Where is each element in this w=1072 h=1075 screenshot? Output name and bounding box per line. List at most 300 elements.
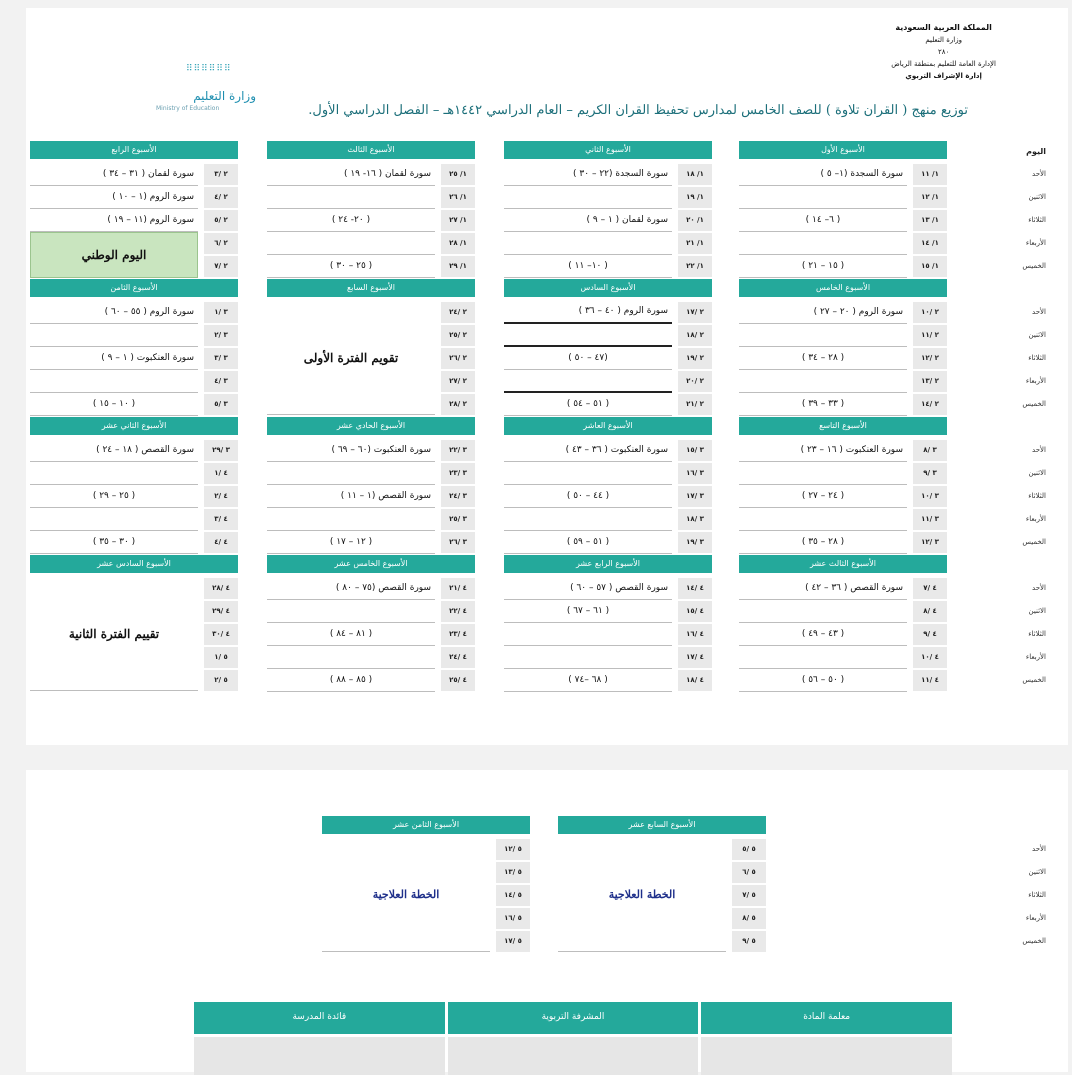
date-cell: ١/ ١٤ [913, 233, 947, 254]
week-body [267, 439, 475, 554]
date-cell: ٣ /٥ [204, 394, 238, 415]
week-row [267, 669, 475, 692]
lesson-cell: ( ٦٨ –٧٤ ) [504, 670, 672, 692]
date-cell: ٤ /٢١ [441, 578, 475, 599]
day-name: الخميس [1022, 676, 1046, 684]
week-body [504, 163, 712, 278]
week-row [504, 485, 712, 508]
day-name: الاثنين [1028, 331, 1046, 339]
week-row [504, 646, 712, 669]
date-cell: ٢ /١٢ [913, 348, 947, 369]
week-row [30, 209, 238, 232]
week-block [30, 141, 238, 278]
signature-header: معلمة المادة [701, 1002, 952, 1034]
week-row [30, 462, 238, 485]
lesson-cell [739, 233, 907, 255]
date-cell: ٥ /٩ [732, 931, 766, 952]
date-cell: ٢ /١٩ [678, 348, 712, 369]
week-body [30, 439, 238, 554]
date-cell: ٣ /١٨ [678, 509, 712, 530]
week-row [739, 347, 947, 370]
date-cell: ٤ /٢٤ [441, 647, 475, 668]
week-row [30, 485, 238, 508]
week-title: الأسبوع الخامس [739, 279, 947, 297]
day-name: الأحد [1032, 584, 1046, 592]
day-name: الأربعاء [1025, 914, 1046, 922]
date-cell: ٢ /٣ [204, 164, 238, 185]
date-cell: ٤ /٢٨ [204, 578, 238, 599]
lesson-cell: سورة القصص (٧٥ – ٨٠ ) [267, 578, 435, 600]
week-row [267, 163, 475, 186]
week-title: الأسبوع التاسع [739, 417, 947, 435]
lesson-cell: سورة القصص ( ٥٧ – ٦٠ ) [504, 578, 672, 600]
week-block [504, 279, 712, 416]
date-cell: ٢ /٢١ [678, 394, 712, 415]
date-cell: ٣ /١٢ [913, 532, 947, 553]
lesson-cell: سورة العنكبوت ( ١ – ٩ ) [30, 348, 198, 370]
signature-box[interactable] [448, 1037, 699, 1075]
week-body [504, 301, 712, 416]
week-row [739, 255, 947, 278]
lesson-cell: ( ٨١ – ٨٤ ) [267, 624, 435, 646]
date-cell: ٥ /١٧ [496, 931, 530, 952]
day-name: الأحد [1032, 446, 1046, 454]
week-row [739, 623, 947, 646]
day-name: الثلاثاء [1028, 354, 1046, 362]
week-row [504, 163, 712, 186]
date-cell: ١/ ٢٨ [441, 233, 475, 254]
date-cell: ٥ /٨ [732, 908, 766, 929]
week-row [30, 370, 238, 393]
lesson-cell: سورة العنكبوت ( ٣٦ – ٤٣ ) [504, 440, 672, 462]
lesson-cell: (٤٧ – ٥٠ ) [504, 348, 672, 370]
day-column [1002, 417, 1052, 554]
lesson-cell: ( ١٢ – ١٧ ) [267, 532, 435, 554]
date-cell: ٣ /٢ [204, 325, 238, 346]
week-title: الأسبوع السابع [267, 279, 475, 297]
date-cell: ١/ ٢١ [678, 233, 712, 254]
week-title: الأسبوع الثاني عشر [30, 417, 238, 435]
lesson-cell: ( ١٠– ١١ ) [504, 256, 672, 278]
day-name: الأربعاء [1025, 515, 1046, 523]
date-cell: ٢ /٧ [204, 256, 238, 277]
schedule-page-2 [26, 770, 1068, 1072]
week-row [504, 623, 712, 646]
week-row [504, 531, 712, 554]
week-row [739, 600, 947, 623]
week-row [267, 186, 475, 209]
week-row [30, 324, 238, 347]
week-title: الأسبوع الثالث [267, 141, 475, 159]
week-row [267, 439, 475, 462]
lesson-cell [739, 601, 907, 623]
lesson-cell: سورة لقمان ( ١ – ٩ ) [504, 210, 672, 232]
lesson-cell [504, 624, 672, 646]
week-body [30, 163, 238, 278]
week-block [30, 279, 238, 416]
week-row [739, 508, 947, 531]
day-column [1002, 279, 1052, 416]
date-cell: ٣ /٢٤ [441, 486, 475, 507]
week-body [739, 577, 947, 692]
week-block [267, 417, 475, 554]
lesson-cell [267, 187, 435, 209]
day-name: الأحد [1032, 845, 1046, 853]
lesson-cell [30, 509, 198, 531]
week-row [504, 186, 712, 209]
week-title: الأسبوع الحادي عشر [267, 417, 475, 435]
date-cell: ٤ /٣٠ [204, 624, 238, 645]
lesson-cell: سورة الروم (١١ – ١٩ ) [30, 210, 198, 232]
lesson-cell: ( ٢٨ – ٣٤ ) [739, 348, 907, 370]
lesson-cell: ( ٢٥ – ٢٩ ) [30, 486, 198, 508]
date-cell: ٣ /٢٢ [441, 440, 475, 461]
week-row [504, 393, 712, 416]
week-row [504, 232, 712, 255]
lesson-cell: سورة الروم ( ٥٥ – ٦٠ ) [30, 302, 198, 324]
date-cell: ٢ /٢٥ [441, 325, 475, 346]
week-row [739, 301, 947, 324]
signature-header: المشرفة التربوية [448, 1002, 699, 1034]
date-cell: ٤ /٢٩ [204, 601, 238, 622]
date-cell: ٣ /١٩ [678, 532, 712, 553]
week-row [30, 347, 238, 370]
week-title: الأسبوع السابع عشر [558, 816, 766, 834]
week-block [504, 555, 712, 692]
ministry-logo [156, 63, 256, 119]
date-cell: ٣ /٢٦ [441, 532, 475, 553]
date-cell: ٥ /١٤ [496, 885, 530, 906]
week-row [267, 255, 475, 278]
week-body [739, 163, 947, 278]
date-cell: ٥ /٥ [732, 839, 766, 860]
week-row [739, 393, 947, 416]
week-title: الأسبوع الرابع [30, 141, 238, 159]
date-cell: ٥ /١ [204, 647, 238, 668]
date-cell: ١/ ١٨ [678, 164, 712, 185]
week-row [739, 232, 947, 255]
week-block [30, 555, 238, 692]
week-row [739, 439, 947, 462]
lesson-cell: ( ٦١ – ٦٧ ) [504, 601, 672, 623]
week-body [504, 577, 712, 692]
date-cell: ٢ /٦ [204, 233, 238, 254]
day-column [1002, 555, 1052, 692]
lesson-cell [267, 647, 435, 669]
week-row [504, 324, 712, 347]
date-cell: ١/ ٢٢ [678, 256, 712, 277]
date-cell: ١/ ٢٩ [441, 256, 475, 277]
date-cell: ٢ /١١ [913, 325, 947, 346]
week-body [558, 838, 766, 953]
date-cell: ٢ /٢٨ [441, 394, 475, 415]
week-row [267, 232, 475, 255]
day-name: الخميس [1022, 262, 1046, 270]
date-cell: ٤ /٧ [913, 578, 947, 599]
week-block [739, 555, 947, 692]
lesson-cell: ( ٦– ١٤ ) [739, 210, 907, 232]
week-body [504, 439, 712, 554]
date-cell: ٣ /١٧ [678, 486, 712, 507]
day-name: الأربعاء [1025, 239, 1046, 247]
date-cell: ٣ /٤ [204, 371, 238, 392]
date-cell: ٢ /٢٠ [678, 371, 712, 392]
date-cell: ٣ /١ [204, 302, 238, 323]
date-cell: ٢ /٢٤ [441, 302, 475, 323]
week-row [267, 600, 475, 623]
day-name: الثلاثاء [1028, 891, 1046, 899]
lesson-cell [739, 463, 907, 485]
lesson-cell: ( ٢٨ – ٣٥ ) [739, 532, 907, 554]
week-row [504, 347, 712, 370]
date-cell: ٥ /١٣ [496, 862, 530, 883]
day-name: الاثنين [1028, 469, 1046, 477]
week-block [558, 816, 766, 953]
week-block [504, 417, 712, 554]
date-cell: ٤ /٢٣ [441, 624, 475, 645]
day-header [1002, 555, 1052, 577]
week-row [739, 577, 947, 600]
lesson-cell [267, 601, 435, 623]
date-cell: ٤ /٢ [204, 486, 238, 507]
date-cell: ٣ /١٠ [913, 486, 947, 507]
merged-cell: اليوم الوطني [30, 232, 198, 278]
lesson-cell: ( ٨٥ – ٨٨ ) [267, 670, 435, 692]
week-body [739, 439, 947, 554]
lesson-cell: ( ٤٤ – ٥٠ ) [504, 486, 672, 508]
day-name: الخميس [1022, 538, 1046, 546]
date-cell: ٤ /١ [204, 463, 238, 484]
day-name: الاثنين [1028, 607, 1046, 615]
logo-arabic-text: وزارة التعليم [193, 89, 256, 103]
week-body [30, 301, 238, 416]
lesson-cell [30, 371, 198, 393]
date-cell: ١/ ١٩ [678, 187, 712, 208]
lesson-cell: ( ٥٠ – ٥٦ ) [739, 670, 907, 692]
week-row [267, 508, 475, 531]
date-cell: ٣ /٢٥ [441, 509, 475, 530]
week-title: الأسبوع السادس [504, 279, 712, 297]
week-title: الأسبوع الرابع عشر [504, 555, 712, 573]
day-name: الأربعاء [1025, 377, 1046, 385]
lesson-cell [267, 509, 435, 531]
day-column [1002, 141, 1052, 278]
week-block [267, 279, 475, 416]
lesson-cell [504, 370, 672, 393]
day-name: الخميس [1022, 400, 1046, 408]
signature-box[interactable] [701, 1037, 952, 1075]
signature-column [194, 1002, 445, 1072]
day-column [1002, 816, 1052, 953]
week-title: الأسبوع الثامن عشر [322, 816, 530, 834]
date-cell: ٣ /٢٩ [204, 440, 238, 461]
date-cell: ٢ /١٣ [913, 371, 947, 392]
week-title: الأسبوع السادس عشر [30, 555, 238, 573]
lesson-cell [504, 463, 672, 485]
week-row [739, 186, 947, 209]
date-cell: ٢ /١٧ [678, 302, 712, 323]
lesson-cell [739, 325, 907, 347]
week-row [504, 577, 712, 600]
week-row [30, 531, 238, 554]
lesson-cell [739, 371, 907, 393]
lesson-cell: سورة الروم (١ – ١٠ ) [30, 187, 198, 209]
date-cell: ٢ /٢٦ [441, 348, 475, 369]
lesson-cell: ( ٢٤ – ٢٧ ) [739, 486, 907, 508]
date-cell: ٤ /٩ [913, 624, 947, 645]
week-row [504, 600, 712, 623]
header-line: المملكة العربية السعودية [895, 23, 992, 32]
week-row [504, 669, 712, 692]
week-body [322, 838, 530, 953]
week-row [504, 508, 712, 531]
lesson-cell: سورة القصص ( ١٨ – ٢٤ ) [30, 440, 198, 462]
week-block [739, 417, 947, 554]
date-cell: ٢ /١٤ [913, 394, 947, 415]
date-cell: ٢ /١٠ [913, 302, 947, 323]
ministry-header [891, 22, 996, 82]
date-cell: ٥ /١٦ [496, 908, 530, 929]
lesson-cell: سورة السجدة (١– ٥ ) [739, 164, 907, 186]
week-row [30, 439, 238, 462]
date-cell: ٤ /٤ [204, 532, 238, 553]
day-name: الاثنين [1028, 868, 1046, 876]
week-title: الأسبوع الثالث عشر [739, 555, 947, 573]
week-row [30, 393, 238, 416]
logo-dots-icon: ⠿⠿⠿⠿⠿⠿ [186, 64, 232, 74]
date-cell: ١/ ١١ [913, 164, 947, 185]
lesson-cell: سورة الروم ( ٤٠ – ٣٦ ) [504, 301, 672, 324]
lesson-cell: ( ٥١ – ٥٩ ) [504, 532, 672, 554]
date-cell: ٢ /٥ [204, 210, 238, 231]
week-row [739, 209, 947, 232]
week-block [267, 141, 475, 278]
week-row [504, 370, 712, 393]
lesson-cell: ( ٣٠ – ٣٥ ) [30, 532, 198, 554]
lesson-cell: سورة السجدة (٢٢ – ٣٠ ) [504, 164, 672, 186]
date-cell: ٤ /٢٥ [441, 670, 475, 691]
day-header [1002, 417, 1052, 439]
date-cell: ١/ ١٣ [913, 210, 947, 231]
week-row [267, 485, 475, 508]
week-block [30, 417, 238, 554]
week-block [504, 141, 712, 278]
week-body [30, 577, 238, 692]
lesson-cell: ( ٣٣ – ٣٩ ) [739, 394, 907, 416]
signature-column [701, 1002, 952, 1072]
merged-cell: الخطة العلاجية [558, 838, 726, 952]
date-cell: ٣ /٣ [204, 348, 238, 369]
week-row [739, 531, 947, 554]
week-row [504, 462, 712, 485]
week-row [739, 370, 947, 393]
date-cell: ٣ /١٦ [678, 463, 712, 484]
date-cell: ١/ ٢٦ [441, 187, 475, 208]
merged-cell: تقييم الفترة الثانية [30, 577, 198, 691]
day-name: الأربعاء [1025, 653, 1046, 661]
week-body [267, 577, 475, 692]
lesson-cell: ( ٢٥ – ٣٠ ) [267, 256, 435, 278]
week-title: الأسبوع العاشر [504, 417, 712, 435]
date-cell: ٤ /١٥ [678, 601, 712, 622]
week-row [267, 531, 475, 554]
week-row [30, 186, 238, 209]
date-cell: ٣ /٨ [913, 440, 947, 461]
week-block [739, 279, 947, 416]
date-cell: ٤ /١٨ [678, 670, 712, 691]
lesson-cell [739, 647, 907, 669]
week-row [267, 462, 475, 485]
week-body [267, 301, 475, 416]
date-cell: ٤ /١٦ [678, 624, 712, 645]
header-line: وزارة التعليم [925, 36, 962, 44]
signature-header: قائدة المدرسة [194, 1002, 445, 1034]
date-cell: ٤ /١٧ [678, 647, 712, 668]
signature-table [194, 1002, 952, 1072]
date-cell: ٤ /٣ [204, 509, 238, 530]
day-name: الثلاثاء [1028, 630, 1046, 638]
week-row [739, 485, 947, 508]
signature-column [448, 1002, 699, 1072]
week-title: الأسبوع الأول [739, 141, 947, 159]
lesson-cell: ( ١٠ – ١٥ ) [30, 394, 198, 416]
week-body [739, 301, 947, 416]
date-cell: ٤ /١١ [913, 670, 947, 691]
lesson-cell [267, 463, 435, 485]
signature-box[interactable] [194, 1037, 445, 1075]
header-line: إدارة الإشراف التربوي [905, 72, 982, 80]
week-row [504, 209, 712, 232]
week-row [504, 255, 712, 278]
day-header: اليوم [1026, 147, 1046, 156]
lesson-cell: سورة العنكبوت (٦٠ – ٦٩ ) [267, 440, 435, 462]
lesson-cell: سورة لقمان ( ١٦- ١٩ ) [267, 164, 435, 186]
lesson-cell: ( ٤٣ – ٤٩ ) [739, 624, 907, 646]
document-title: توزيع منهج ( القران تلاوة ) للصف الخامس لمدارس تحفيظ القران الكريم – العام الدراسي ١٤٤٢هـ – الفصل الدراسي الأول. [308, 103, 968, 118]
week-title: الأسبوع الخامس عشر [267, 555, 475, 573]
day-name: الأحد [1032, 170, 1046, 178]
lesson-cell: سورة القصص (١ – ١١ ) [267, 486, 435, 508]
week-row [30, 163, 238, 186]
week-row [30, 508, 238, 531]
header-line: ٢٨٠ [938, 48, 950, 56]
week-row [739, 646, 947, 669]
week-row [739, 462, 947, 485]
lesson-cell: سورة لقمان ( ٣١ – ٣٤ ) [30, 164, 198, 186]
week-title: الأسبوع الثامن [30, 279, 238, 297]
lesson-cell: ( ٢٠- ٢٤ ) [267, 210, 435, 232]
week-row [504, 439, 712, 462]
date-cell: ٣ /٩ [913, 463, 947, 484]
header-line: الإدارة العامة للتعليم بمنطقة الرياض [891, 60, 996, 68]
lesson-cell: ( ٥١ – ٥٤ ) [504, 394, 672, 416]
week-row [739, 669, 947, 692]
day-name: الأحد [1032, 308, 1046, 316]
week-body [267, 163, 475, 278]
day-header [1002, 816, 1052, 838]
date-cell: ١/ ٢٧ [441, 210, 475, 231]
day-name: الاثنين [1028, 193, 1046, 201]
merged-cell: الخطة العلاجية [322, 838, 490, 952]
lesson-cell [504, 233, 672, 255]
date-cell: ٤ /١٠ [913, 647, 947, 668]
date-cell: ٥ /٢ [204, 670, 238, 691]
date-cell: ٥ /٦ [732, 862, 766, 883]
lesson-cell: سورة الروم ( ٢٠ – ٢٧ ) [739, 302, 907, 324]
lesson-cell [30, 463, 198, 485]
date-cell: ٢ /٤ [204, 187, 238, 208]
logo-english-text: Ministry of Education [156, 105, 220, 112]
